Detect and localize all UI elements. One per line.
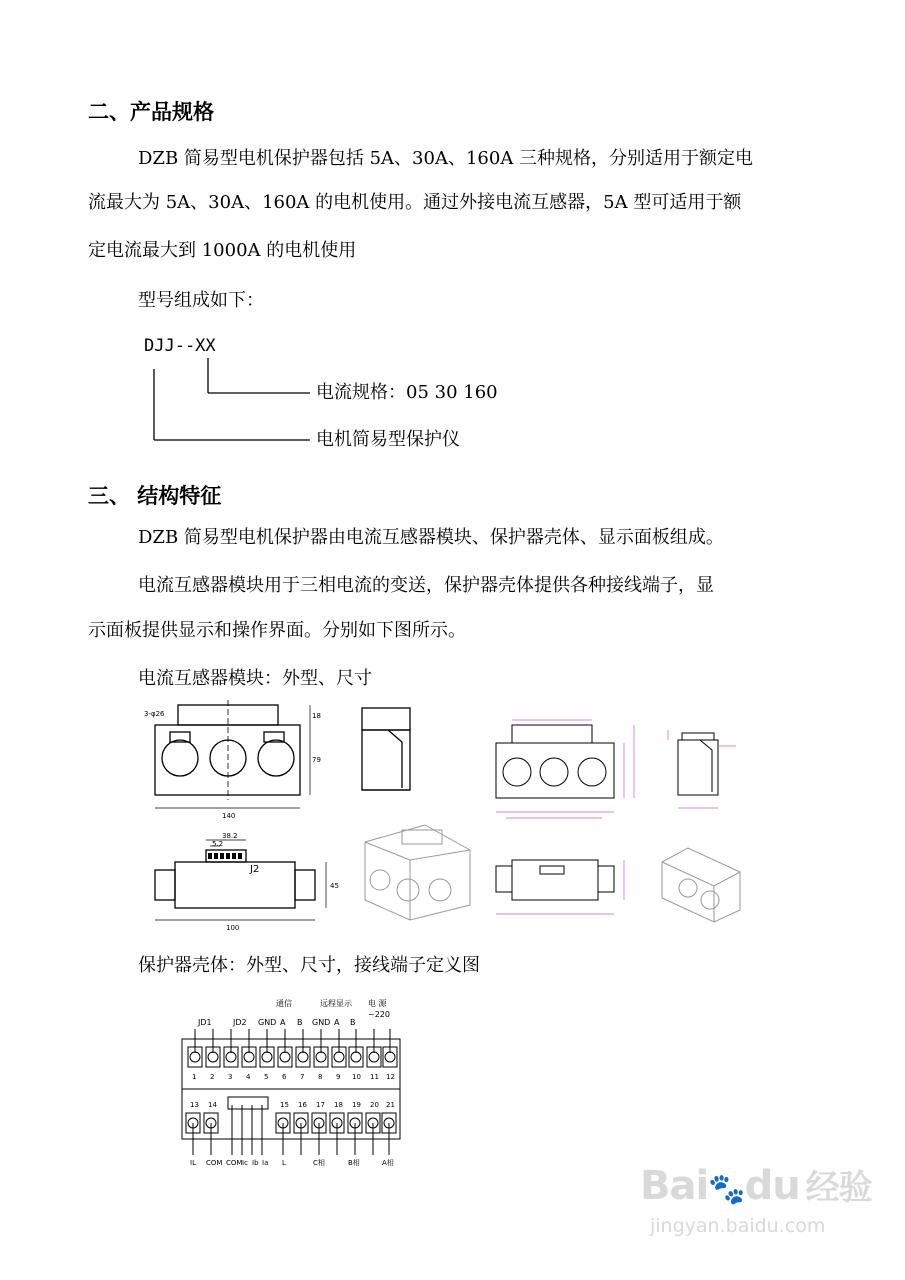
ct-side-view (362, 708, 410, 790)
ct-dim-holes: 3-φ26 (144, 710, 165, 718)
shell-caption: 保护器壳体：外型、尺寸，接线端子定义图 (138, 955, 480, 976)
bottom-label-ia: Ia (262, 1159, 269, 1167)
terminal-screw-head (385, 1052, 395, 1062)
model-part-type: 电机简易型保护仪 (316, 429, 460, 450)
ct-dim-pin-pitch: 5.2 (212, 840, 224, 848)
terminal-number: 5 (264, 1073, 269, 1081)
terminal-number: 18 (334, 1101, 343, 1109)
top-terminal-screws (188, 1047, 397, 1067)
model-part-current: 电流规格：05 30 160 (316, 382, 498, 403)
terminal-number: 19 (352, 1101, 361, 1109)
terminal-screw-head (298, 1052, 308, 1062)
bottom-label-a-phase: A相 (382, 1159, 394, 1167)
top-label-a-2: A (334, 1018, 340, 1027)
spec-para-line-3: 定电流最大到 1000A 的电机使用 (88, 240, 357, 261)
structure-para-2-line-2: 示面板提供显示和操作界面。分别如下图所示。 (88, 620, 466, 641)
bottom-label-b-phase: B相 (348, 1159, 360, 1167)
terminal-number: 17 (316, 1101, 325, 1109)
terminal-number: 20 (370, 1101, 379, 1109)
model-intro: 型号组成如下： (138, 290, 264, 311)
structure-para-2-line-1: 电流互感器模块用于三相电流的变送，保护器壳体提供各种接线端子，显 (138, 575, 714, 596)
bottom-label-ib: Ib (252, 1159, 259, 1167)
terminal-number: 21 (386, 1101, 395, 1109)
group-label-power-sub: ~220 (368, 1010, 390, 1019)
ct-module-drawings (140, 700, 750, 940)
ct-module-caption: 电流互感器模块：外型、尺寸 (138, 668, 372, 689)
watermark-brand-cn: 经验 (805, 1168, 872, 1208)
ct-3d-view-small (662, 848, 740, 922)
terminal-screw-head (244, 1052, 254, 1062)
terminal-screw-head (316, 1052, 326, 1062)
terminal-number: 3 (228, 1073, 233, 1081)
terminal-number: 12 (386, 1073, 395, 1081)
ct-dim-width: 140 (222, 812, 236, 820)
terminal-number: 7 (300, 1073, 305, 1081)
terminal-diagram (170, 995, 410, 1175)
bottom-signal-labels (190, 1158, 394, 1167)
bottom-label-il: IL (190, 1159, 196, 1167)
spec-para-line-1: DZB 简易型电机保护器包括 5A、30A、160A 三种规格，分别适用于额定电 (138, 148, 754, 169)
structure-para-1: DZB 简易型电机保护器由电流互感器模块、保护器壳体、显示面板组成。 (138, 527, 724, 548)
top-label-a-1: A (280, 1018, 286, 1027)
watermark-url: jingyan.baidu.com (650, 1215, 826, 1237)
watermark-logo (640, 1160, 872, 1209)
ct-dim-depth: 45 (330, 882, 339, 890)
terminal-number: 14 (208, 1101, 217, 1109)
terminal-screw-head (351, 1052, 361, 1062)
ct-front-view-dimensioned (496, 720, 634, 818)
terminal-number: 13 (190, 1101, 199, 1109)
ct-top-view (155, 840, 326, 920)
terminal-number: 9 (336, 1073, 341, 1081)
terminal-number: 6 (282, 1073, 287, 1081)
model-code-connector-lines (140, 355, 320, 450)
top-label-b-2: B (350, 1018, 356, 1027)
terminal-number: 2 (210, 1073, 215, 1081)
terminal-screw-head (262, 1052, 272, 1062)
ct-dim-block-width: 38.2 (222, 832, 238, 840)
terminal-number: 4 (246, 1073, 251, 1081)
group-label-comm: 通信 (276, 999, 292, 1008)
ct-front-view (155, 700, 310, 808)
bottom-terminal-screws (186, 1113, 396, 1133)
ct-terminal-pins (208, 853, 242, 859)
bottom-label-ic: Ic (242, 1159, 248, 1167)
paw-icon: 🐾 (708, 1172, 745, 1207)
ct-side-view-dimensioned (668, 730, 736, 808)
terminal-number: 8 (318, 1073, 323, 1081)
top-label-jd1: JD1 (198, 1018, 212, 1027)
section-heading-spec: 二、产品规格 (88, 100, 214, 124)
terminal-number: 11 (370, 1073, 379, 1081)
ct-label-j2: J2 (250, 864, 260, 875)
model-code: DJJ--XX (144, 336, 216, 356)
terminal-screw-head (334, 1052, 344, 1062)
bottom-label-c-phase: C相 (313, 1159, 325, 1167)
bottom-label-com-2: COM (226, 1159, 243, 1167)
bottom-label-com: COM (206, 1159, 223, 1167)
spec-para-line-2: 流最大为 5A、30A、160A 的电机使用。通过外接电流互感器，5A 型可适用于额 (88, 192, 742, 213)
bottom-terminal-numbers (190, 1101, 395, 1109)
terminal-number: 10 (352, 1073, 361, 1081)
terminal-number: 15 (280, 1101, 289, 1109)
top-terminal-numbers (192, 1073, 395, 1081)
terminal-screw-head (369, 1052, 379, 1062)
terminal-screw-head (226, 1052, 236, 1062)
watermark-brand: Bai (640, 1163, 709, 1209)
ct-dim-length: 100 (226, 924, 240, 932)
top-label-gnd-1: GND (258, 1018, 277, 1027)
ct-dim-height-top: 18 (312, 712, 321, 720)
top-label-b-1: B (297, 1018, 303, 1027)
terminal-screw-head (190, 1052, 200, 1062)
section-heading-structure: 三、 结构特征 (88, 484, 222, 508)
group-label-power: 电 源 (368, 999, 387, 1008)
terminal-screw-head (280, 1052, 290, 1062)
bottom-label-l: L (282, 1159, 286, 1167)
terminal-number: 1 (192, 1073, 197, 1081)
ct-3d-view (365, 825, 470, 920)
ct-dim-height: 79 (312, 756, 321, 764)
ct-top-view-dimensioned (496, 860, 624, 914)
terminal-number: 16 (298, 1101, 307, 1109)
group-label-remote: 远程显示 (320, 999, 352, 1008)
top-label-gnd-2: GND (312, 1018, 331, 1027)
watermark-brand-2: du (744, 1163, 800, 1209)
terminal-screw-head (208, 1052, 218, 1062)
top-label-jd2: JD2 (233, 1018, 247, 1027)
